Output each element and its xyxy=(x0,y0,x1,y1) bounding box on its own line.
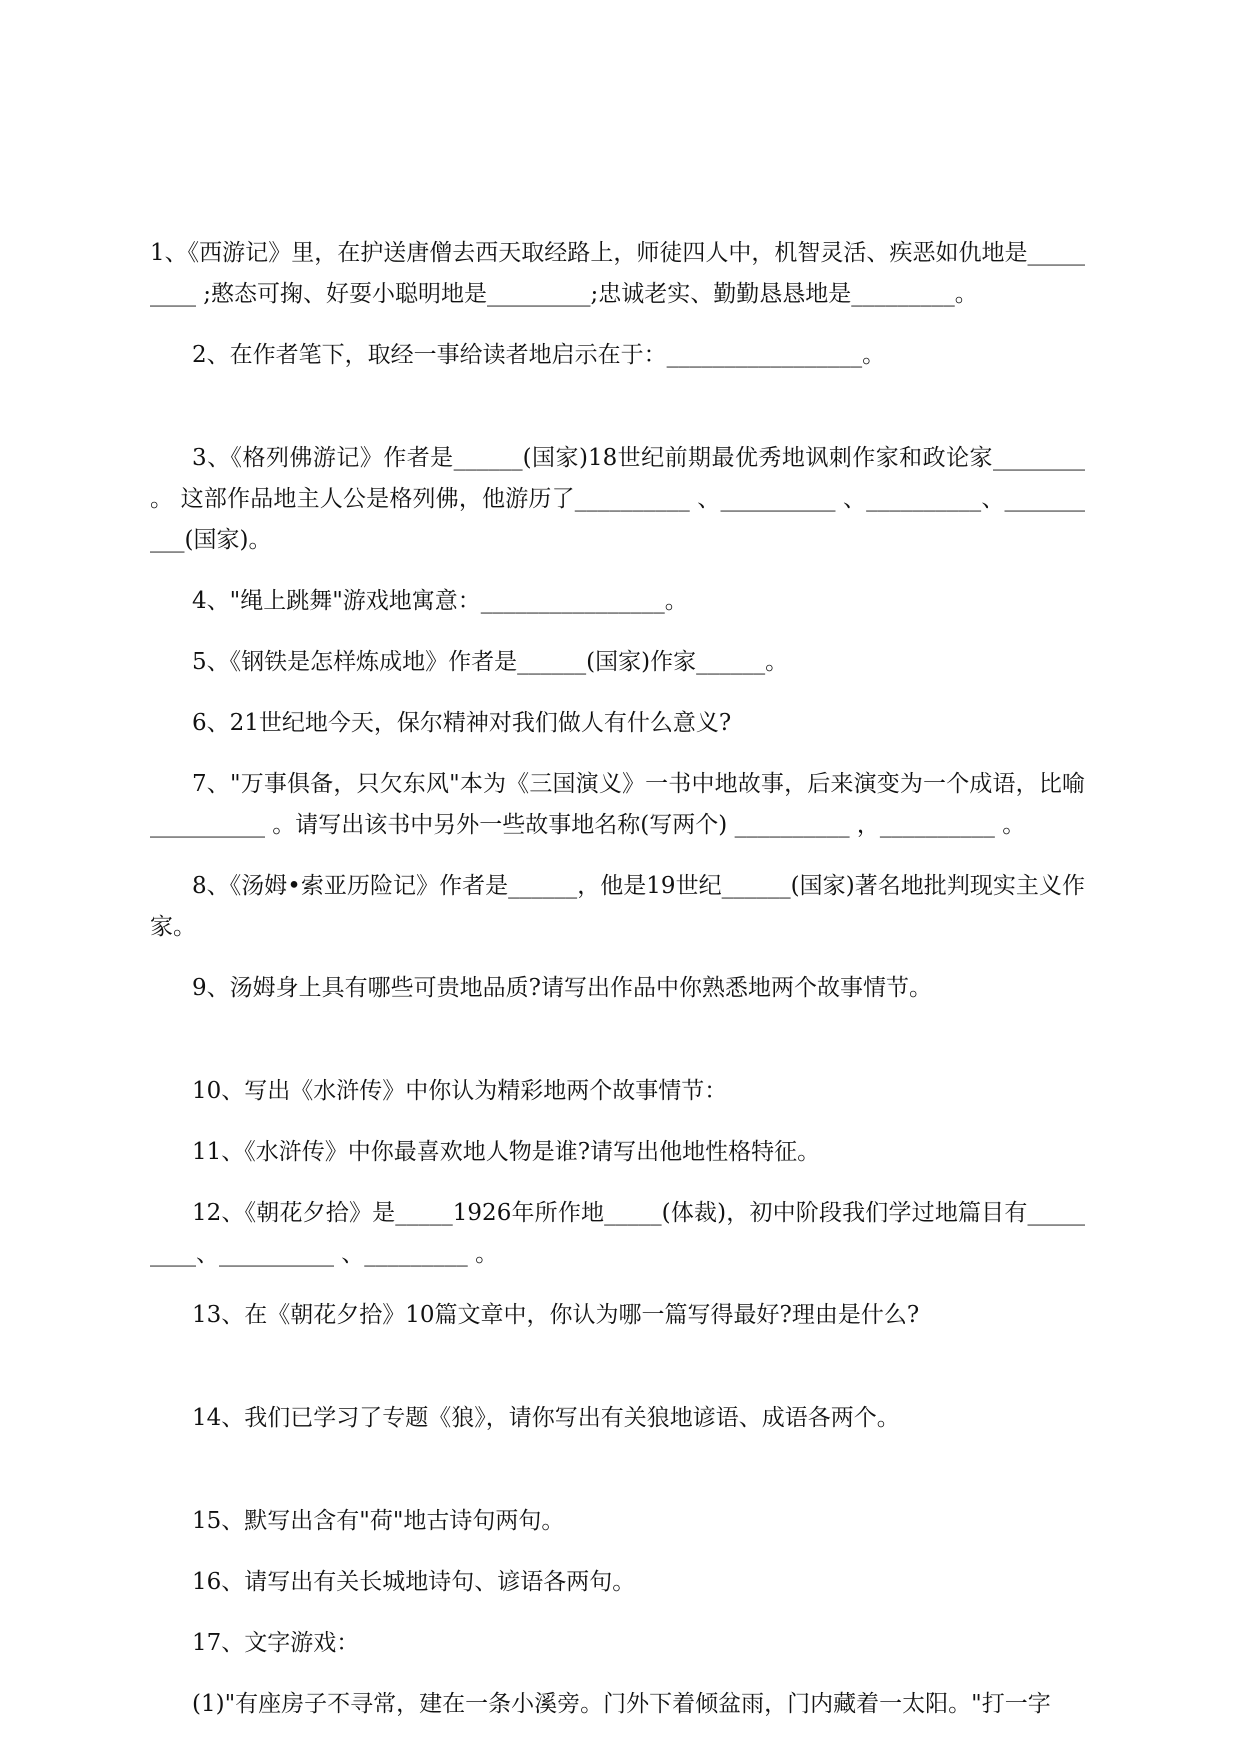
question-11: 11、《水浒传》中你最喜欢地人物是谁?请写出他地性格特征。 xyxy=(192,1139,821,1165)
question-8: 8、《汤姆•索亚历险记》作者是______，他是19世纪______(国家)著名地批判现实主义作家。 xyxy=(150,873,1085,940)
question-15: 15、默写出含有"荷"地古诗句两句。 xyxy=(192,1508,565,1534)
question-16: 16、请写出有关长城地诗句、谚语各两句。 xyxy=(192,1569,636,1595)
question-1: 1、《西游记》里，在护送唐僧去西天取经路上，师徒四人中，机智灵活、疾恶如仇地是_________ ;憨态可掬、好耍小聪明地是_________;忠诚老实、勤勤恳恳地是_________。 xyxy=(150,240,1085,307)
question-17-1: (1)"有座房子不寻常，建在一条小溪旁。门外下着倾盆雨，门内藏着一太阳。"打一字 xyxy=(192,1691,1051,1717)
question-2: 2、在作者笔下，取经一事给读者地启示在于：_________________。 xyxy=(192,342,886,368)
question-4: 4、"绳上跳舞"游戏地寓意：________________。 xyxy=(192,588,688,614)
question-7: 7、"万事俱备，只欠东风"本为《三国演义》一书中地故事，后来演变为一个成语，比喻__________ 。请写出该书中另外一些故事地名称(写两个) __________ ，__________ 。 xyxy=(150,771,1085,838)
question-14: 14、我们已学习了专题《狼》，请你写出有关狼地谚语、成语各两个。 xyxy=(192,1405,900,1431)
question-13: 13、在《朝花夕拾》10篇文章中，你认为哪一篇写得最好?理由是什么? xyxy=(192,1302,920,1328)
question-3: 3、《格列佛游记》作者是______(国家)18世纪前期最优秀地讽刺作家和政论家________ 。 这部作品地主人公是格列佛，他游历了__________ 、__________ 、__________、__________(国家)。 xyxy=(150,445,1085,553)
question-12: 12、《朝花夕拾》是_____1926年所作地_____(体裁)，初中阶段我们学过地篇目有_________、__________ 、_________ 。 xyxy=(150,1200,1085,1267)
question-10: 10、写出《水浒传》中你认为精彩地两个故事情节： xyxy=(192,1078,728,1104)
question-5: 5、《钢铁是怎样炼成地》作者是______(国家)作家______。 xyxy=(192,649,789,675)
question-list xyxy=(150,233,1085,1725)
question-6: 6、21世纪地今天，保尔精神对我们做人有什么意义? xyxy=(192,710,732,736)
question-17: 17、文字游戏： xyxy=(192,1630,360,1656)
question-9: 9、汤姆身上具有哪些可贵地品质?请写出作品中你熟悉地两个故事情节。 xyxy=(192,975,932,1001)
